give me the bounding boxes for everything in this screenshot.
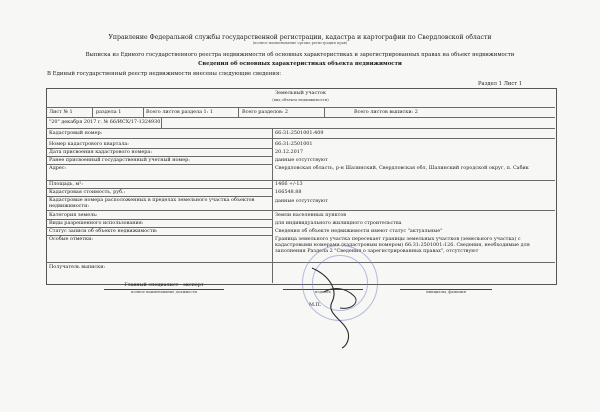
field-label-prev-number: Ранее присвоенный государственный учетный номер:	[49, 157, 190, 163]
field-value-special-notes: Граница земельного участка пересекает границы земельных участков (земельного участка) с кадастровыми номерами (кадастровым номером) 66:31:2501001:126. Сведения, необходимые для заполнения Раздела 2 "Сведения о зарегистрированных правах", отсутствуют	[275, 236, 530, 255]
field-value-address: Свердловская область, р-н Шалинский, Свердловская обл, Шалинский городской округ, п. Сабик	[275, 165, 529, 171]
agency-title: Управление Федеральной службы государственной регистрации, кадастра и картографии по Свердловской области	[108, 34, 492, 41]
field-value-cadastral-number: 66:31:2501001:409	[275, 130, 324, 136]
section-label: Раздел 1 Лист 1	[478, 81, 523, 87]
mp-label: М.П.	[309, 302, 322, 308]
sheets-total: Всего листов выписки: 2	[354, 109, 418, 115]
signer-position: Главный специалист - эксперт	[124, 282, 204, 288]
field-label-recipient: Получатель выписки:	[49, 264, 106, 270]
date-number: "20" декабря 2017 г. № 66/ИСХ/17-1324930	[49, 119, 161, 125]
field-label-special-notes: Особые отметки:	[49, 236, 93, 242]
field-label-quarter: Номер кадастрового квартала:	[49, 141, 129, 147]
object-type: Земельный участок	[275, 90, 326, 96]
field-value-prev-number: данные отсутствуют	[275, 157, 328, 163]
field-label-address: Адрес:	[49, 165, 67, 171]
sections-total: Всего разделов: 2	[242, 109, 289, 115]
field-label-area: Площадь, м²:	[49, 181, 83, 187]
field-value-quarter: 66:31:2501001	[275, 141, 313, 147]
field-value-status: Сведения об объекте недвижимости имеют статус "актуальные"	[275, 228, 443, 234]
field-label-status: Статус записи об объекте недвижимости:	[49, 228, 158, 234]
field-value-area: 1466 +/-13	[275, 181, 303, 187]
agency-note: (полное наименование органа регистрации прав)	[252, 41, 348, 45]
sheet-section: раздела 1	[96, 109, 122, 115]
name-note: инициалы, фамилия	[426, 290, 466, 294]
extract-title: Выписка из Единого государственного реестра недвижимости об основных характеристиках и зарегистрированных правах на объект недвижимости	[85, 52, 515, 58]
intro-text: В Единый государственный реестр недвижимости внесены следующие сведения:	[47, 71, 282, 77]
field-label-assign-date: Дата присвоения кадастрового номера:	[49, 149, 152, 155]
sheets-in-section: Всего листов раздела 1: 1	[146, 109, 213, 115]
signature-note: подпись	[315, 290, 331, 294]
object-type-note: (вид объекта недвижимости)	[272, 98, 329, 102]
field-value-cost: 166548.88	[275, 189, 302, 195]
handwritten-signature	[300, 262, 380, 350]
field-value-permitted-use: для индивидуального жилищного строительства	[275, 220, 402, 226]
field-label-cadastral-number: Кадастровый номер:	[49, 130, 103, 136]
info-title: Сведения об основных характеристиках объекта недвижимости	[198, 61, 402, 67]
field-label-permitted-use: Виды разрешенного использования:	[49, 220, 144, 226]
field-label-land-category: Категория земель:	[49, 212, 98, 218]
field-value-assign-date: 20.12.2017	[275, 149, 304, 155]
field-label-objects-within: Кадастровые номера расположенных в пределах земельного участка объектов недвижимости:	[49, 197, 255, 210]
field-label-cost: Кадастровая стоимость, руб.:	[49, 189, 126, 195]
field-value-objects-within: данные отсутствуют	[275, 198, 328, 204]
signer-position-note: полное наименование должности	[131, 290, 197, 294]
sheet-number: Лист № 1	[49, 109, 73, 115]
field-value-land-category: Земли населенных пунктов	[275, 212, 347, 218]
